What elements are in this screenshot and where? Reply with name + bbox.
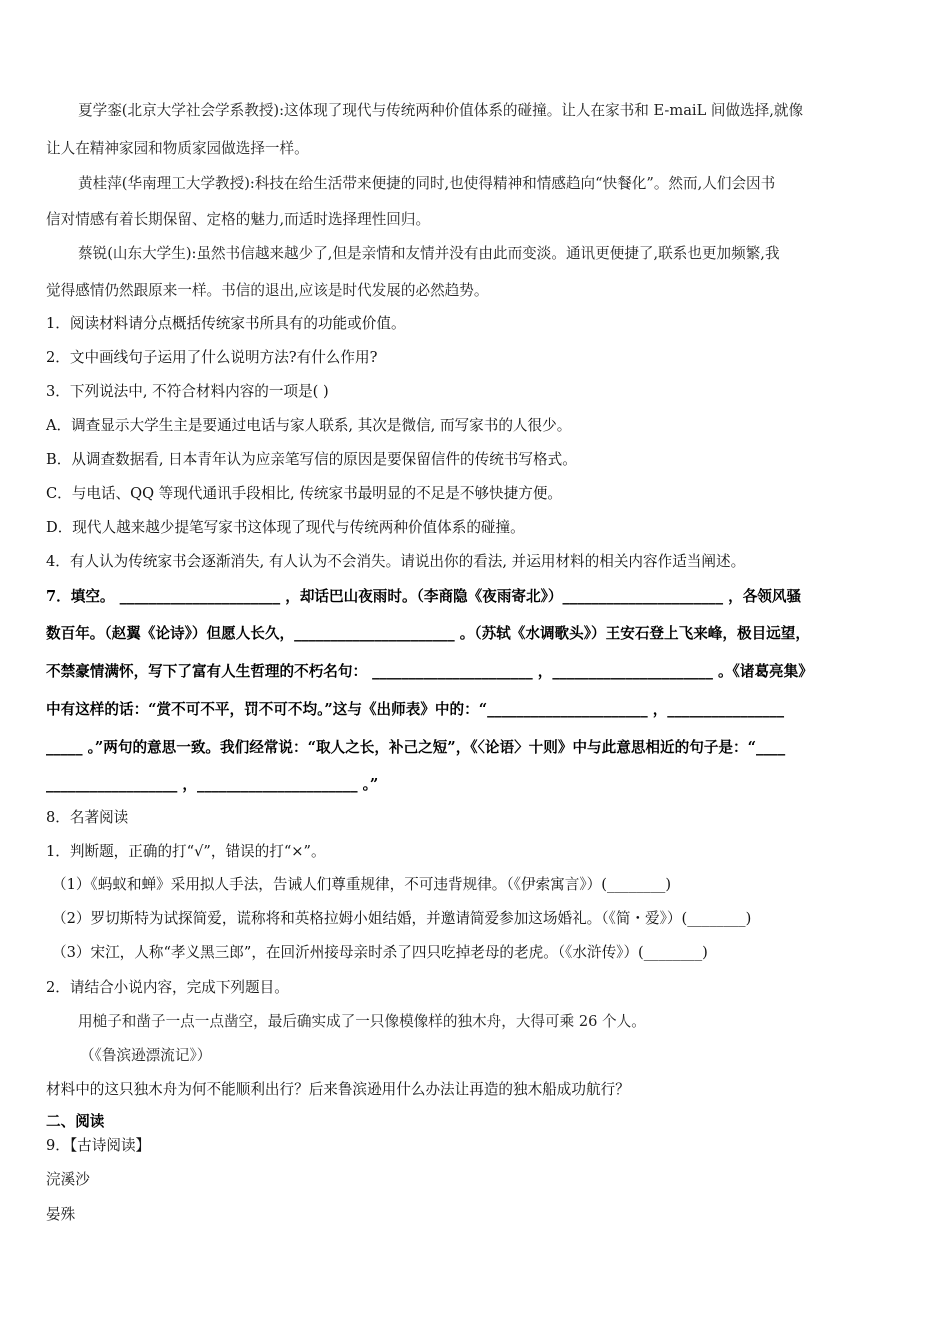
fill-in-line-1: 7．填空。 ______________________ ，却话巴山夜雨时。（李商隐《夜雨寄北》）______________________ ，各领风骚: [46, 588, 802, 605]
opinion-2-line-1: 黄桂萍(华南理工大学教授):科技在给生活带来便捷的同时,也使得精神和情感趋向“快餐化”。然而,人们会因书: [78, 175, 776, 192]
judge-item-1: （1）《蚂蚁和蝉》采用拟人手法，告诫人们尊重规律，不可违背规律。（《伊索寓言》）(________): [52, 876, 672, 893]
opinion-1-line-2: 让人在精神家园和物质家园做选择一样。: [46, 140, 309, 157]
novel-source: （《鲁滨逊漂流记》）: [80, 1047, 212, 1064]
poem-author: 晏殊: [46, 1206, 76, 1223]
section-reading: 二、阅读: [46, 1113, 105, 1130]
fill-in-line-6: __________________ ，______________________ 。”: [46, 776, 379, 793]
option-a: A．调查显示大学生主是要通过电话与家人联系, 其次是微信, 而写家书的人很少。: [46, 417, 572, 434]
judge-item-3: （3）宋江，人称“孝义黑三郎”，在回沂州接母亲时杀了四只吃掉老母的老虎。（《水浒传》）(________): [52, 944, 708, 961]
question-2: 2．文中画线句子运用了什么说明方法?有什么作用?: [46, 349, 378, 366]
novel-question: 材料中的这只独木舟为何不能顺利出行？后来鲁滨逊用什么办法让再造的独木船成功航行？: [46, 1081, 630, 1098]
option-b: B．从调查数据看, 日本青年认为应亲笔写信的原因是要保留信件的传统书写格式。: [46, 451, 577, 468]
classics-title: 8．名著阅读: [46, 809, 129, 826]
opinion-3-line-1: 蔡锐(山东大学生):虽然书信越来越少了,但是亲情和友情并没有由此而变淡。通讯更便捷了,联系也更加频繁,我: [78, 245, 780, 262]
question-4: 4．有人认为传统家书会逐渐消失, 有人认为不会消失。请说出你的看法, 并运用材料的相关内容作适当阐述。: [46, 553, 746, 570]
option-c: C．与电话、QQ 等现代通讯手段相比, 传统家书最明显的不足是不够快捷方便。: [46, 485, 563, 502]
poem-title: 浣溪沙: [46, 1171, 90, 1188]
fill-in-line-5: _____ 。”两句的意思一致。我们经常说：“取人之长，补己之短”，《〈论语〉十则》中与此意思相近的句子是：“____: [46, 739, 786, 756]
judge-title: 1．判断题，正确的打“√”，错误的打“×”。: [46, 843, 326, 860]
fill-in-line-2: 数百年。（赵翼《论诗》）但愿人长久，______________________ 。（苏轼《水调歌头》）王安石登上飞来峰，极目远望，: [46, 625, 810, 642]
question-1: 1．阅读材料请分点概括传统家书所具有的功能或价值。: [46, 315, 406, 332]
question-3: 3．下列说法中, 不符合材料内容的一项是( ): [46, 383, 329, 400]
opinion-1-line-1: 夏学銮(北京大学社会学系教授):这体现了现代与传统两种价值体系的碰撞。让人在家书和 E-maiL 间做选择,就像: [78, 102, 804, 119]
novel-excerpt: 用槌子和凿子一点一点凿空，最后确实成了一只像模像样的独木舟，大得可乘 26 个人。: [78, 1013, 646, 1030]
question-9: 9．【古诗阅读】: [46, 1137, 151, 1154]
fill-in-line-4: 中有这样的话：“赏不可不平，罚不可不均。”这与《出师表》中的：“______________________ ，________________: [46, 701, 785, 718]
opinion-2-line-2: 信对情感有着长期保留、定格的魅力,而适时选择理性回归。: [46, 211, 431, 228]
judge-item-2: （2）罗切斯特为试探简爱，谎称将和英格拉姆小姐结婚，并邀请简爱参加这场婚礼。（《简・爱》）(________): [52, 910, 752, 927]
novel-question-title: 2．请结合小说内容，完成下列题目。: [46, 979, 289, 996]
option-d: D．现代人越来越少提笔写家书这体现了现代与传统两种价值体系的碰撞。: [46, 519, 525, 536]
opinion-3-line-2: 觉得感情仍然跟原来一样。书信的退出,应该是时代发展的必然趋势。: [46, 282, 489, 299]
fill-in-line-3: 不禁豪情满怀，写下了富有人生哲理的不朽名句： ______________________ ，______________________ 。《诸葛亮集》: [46, 663, 813, 680]
